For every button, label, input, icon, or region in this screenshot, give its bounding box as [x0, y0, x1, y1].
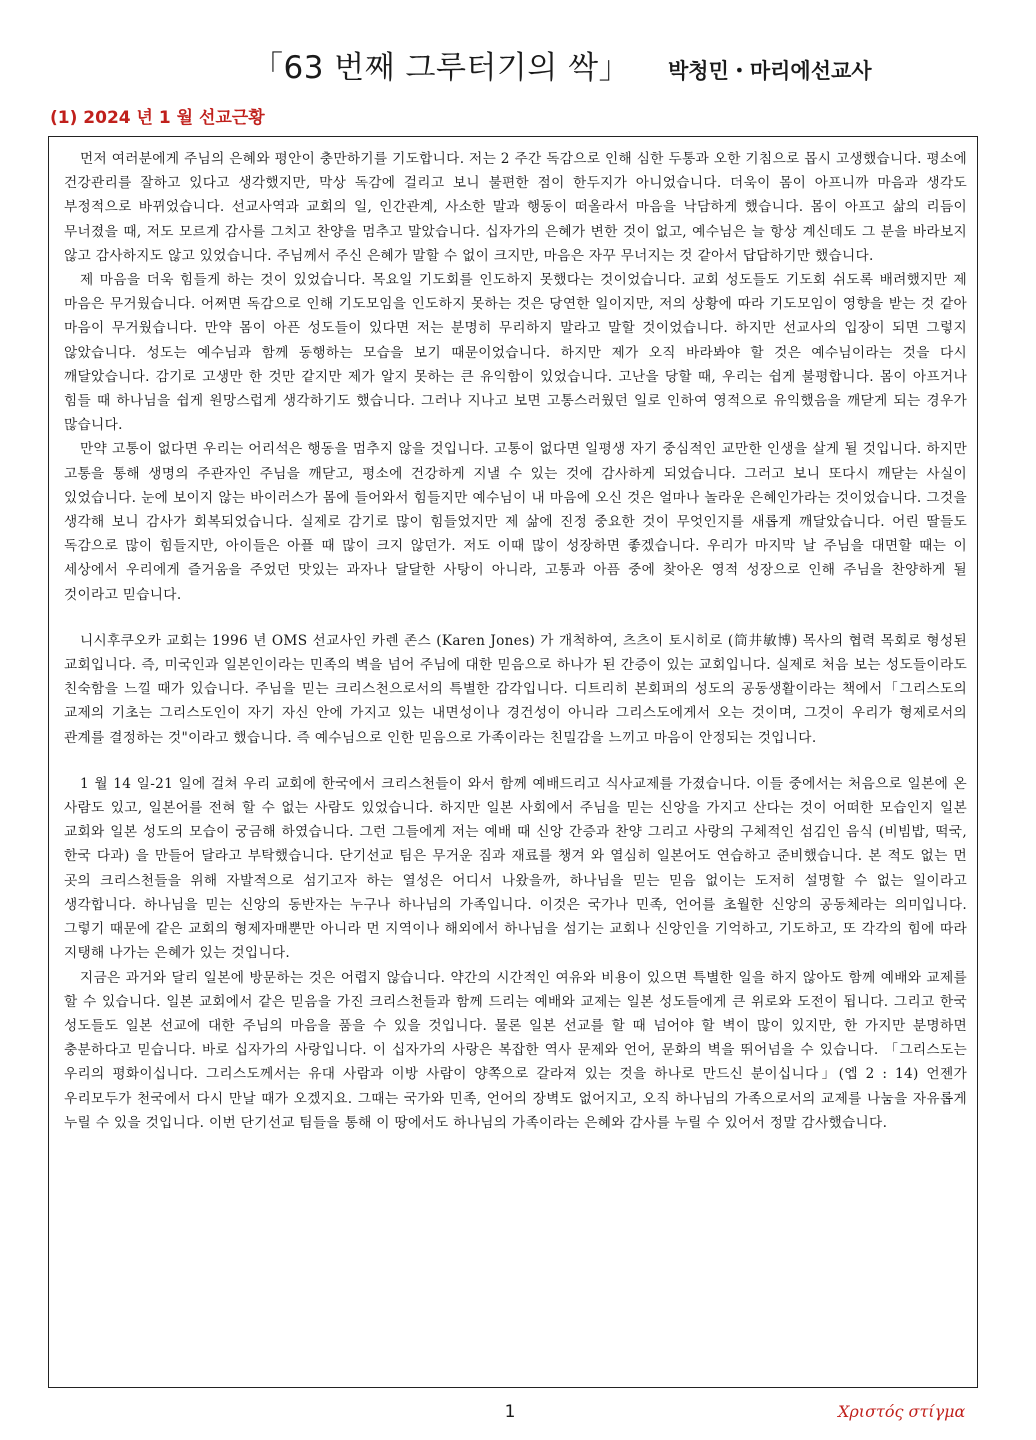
footer-mark: Χριστός στίγμα	[838, 1402, 966, 1421]
paragraph-4: 니시후쿠오카 교회는 1996 년 OMS 선교사인 카렌 존스 (Karen Jones) 가 개척하여, 츠츠이 토시히로 (筒井敏博) 목사의 협력 목회로 형성된 교회입니다. 즉, 미국인과 일본인이라는 민족의 벽을 넘어 주님에 대한 믿음으로 하나가 된 간증이 있는 교회입니다. 실제로 처음 보는 성도들이라도 친숙함을 느낄 때가 있습니다. 주님을 믿는 크리스천으로서의 특별한 감각입니다. 디트리히 본회퍼의 성도의 공동생활이라는 책에서「그리스도의 교제의 기초는 그리스도인이 자기 자신 안에 가지고 있는 내면성이나 경건성이 아니라 그리스도에게서 오는 것이며, 그것이 우리가 형제로서의 관계를 결정하는 것"이라고 했습니다. 즉 예수님으로 인한 믿음으로 가족이라는 친밀감을 느끼고 마음이 안정되는 것입니다.	[64, 632, 967, 746]
paragraph-3: 만약 고통이 없다면 우리는 어리석은 행동을 멈추지 않을 것입니다. 고통이 없다면 일평생 자기 중심적인 교만한 인생을 살게 될 것입니다. 하지만 고통을 통해 생명의 주관자인 주님을 깨닫고, 평소에 건강하게 지낼 수 있는 것에 감사하게 되었습니다. 그러고 보니 또다시 깨닫는 사실이 있었습니다. 눈에 보이지 않는 바이러스가 몸에 들어와서 힘들지만 예수님이 내 마음에 오신 것은 얼마나 놀라운 은혜인가라는 것이었습니다. 그것을 생각해 보니 감사가 회복되었습니다. 실제로 감기로 많이 힘들었지만 제 삶에 진정 중요한 것이 무엇인지를 새롭게 깨달았습니다. 어린 딸들도 독감으로 많이 힘들지만, 아이들은 아플 때 많이 크지 않던가. 저도 이때 많이 성장하면 좋겠습니다. 우리가 마지막 날 주님을 대면할 때는 이 세상에서 우리에게 즐거움을 주었던 맛있는 과자나 달달한 사탕이 아니라, 고통과 아픔 중에 찾아온 영적 성장으로 인해 주님을 찬양하게 될 것이라고 믿습니다.	[64, 441, 967, 603]
document-author: 박청민・마리에선교사	[668, 59, 872, 83]
paragraph-1: 먼저 여러분에게 주님의 은혜와 평안이 충만하기를 기도합니다. 저는 2 주간 독감으로 인해 심한 두통과 오한 기침으로 몹시 고생했습니다. 평소에 건강관리를 잘하고 있다고 생각했지만, 막상 독감에 걸리고 보니 불편한 점이 한두지가 아니었습니다. 더욱이 몸이 아프니까 마음과 생각도 부정적으로 바뀌었습니다. 선교사역과 교회의 일, 인간관계, 사소한 말과 행동이 떠올라서 마음을 낙담하게 했습니다. 몸이 아프고 삶의 리듬이 무너졌을 때, 저도 모르게 감사를 그치고 찬양을 멈추고 말았습니다. 십자가의 은혜가 변한 것이 없고, 예수님은 늘 항상 계신데도 그 분을 바라보지 않고 감사하지도 않고 있었습니다. 주님께서 주신 은혜가 말할 수 없이 크지만, 마음은 자꾸 무너지는 것 같아서 답답하기만 했습니다.	[64, 151, 967, 264]
paragraph-6: 지금은 과거와 달리 일본에 방문하는 것은 어렵지 않습니다. 약간의 시간적인 여유와 비용이 있으면 특별한 일을 하지 않아도 함께 예배와 교제를 할 수 있습니다. 일본 교회에서 같은 믿음을 가진 크리스천들과 함께 드리는 예배와 교제는 일본 성도들에게 큰 위로와 도전이 됩니다. 그리고 한국 성도들도 일본 선교에 대한 주님의 마음을 품을 수 있을 것입니다. 물론 일본 선교를 할 때 넘어야 할 벽이 많이 있지만, 한 가지만 분명하면 충분하다고 믿습니다. 바로 십자가의 사랑입니다. 이 십자가의 사랑은 복잡한 역사 문제와 언어, 문화의 벽을 뛰어넘을 수 있습니다. 「그리스도는 우리의 평화이십니다. 그리스도께서는 유대 사람과 이방 사람이 양쪽으로 갈라져 있는 것을 하나로 만드신 분이십니다」(엡 2 : 14) 언젠가 우리모두가 천국에서 다시 만날 때가 오겠지요. 그때는 국가와 민족, 언어의 장벽도 없어지고, 오직 하나님의 가족으로서의 교제를 나눔을 자유롭게 누릴 수 있을 것입니다. 이번 단기선교 팀들을 통해 이 땅에서도 하나님의 가족이라는 은혜와 감사를 누릴 수 있어서 정말 감사했습니다.	[64, 969, 967, 1131]
paragraph-2: 제 마음을 더욱 힘들게 하는 것이 있었습니다. 목요일 기도회를 인도하지 못했다는 것이었습니다. 교회 성도들도 기도회 쉬도록 배려했지만 제 마음은 무거웠습니다. 어쩌면 독감으로 인해 기도모임을 인도하지 못하는 것은 당연한 일이지만, 저의 상황에 따라 기도모임이 영향을 받는 것 같아 마음이 무거웠습니다. 만약 몸이 아픈 성도들이 있다면 저는 분명히 무리하지 말라고 말할 것이었습니다. 하지만 선교사의 입장이 되면 그렇지 않았습니다. 성도는 예수님과 함께 동행하는 모습을 보기 때문이었습니다. 하지만 제가 오직 바라봐야 할 것은 예수님이라는 것을 다시 깨달았습니다. 감기로 고생만 한 것만 같지만 제가 알지 못하는 큰 유익함이 있었습니다. 고난을 당할 때, 우리는 쉽게 불평합니다. 몸이 아프거나 힘들 때 하나님을 쉽게 원망스럽게 생각하기도 했습니다. 그러나 지나고 보면 고통스러웠던 일로 인하여 영적으로 유익했음을 깨닫게 되는 경우가 많습니다.	[64, 272, 967, 434]
content-box	[48, 136, 978, 1388]
paragraph-5: 1 월 14 일-21 일에 걸쳐 우리 교회에 한국에서 크리스천들이 와서 함께 예배드리고 식사교제를 가졌습니다. 이들 중에서는 처음으로 일본에 온 사람도 있고, 일본어를 전혀 할 수 없는 사람도 있었습니다. 하지만 일본 사회에서 주님을 믿는 신앙을 가지고 산다는 것이 어떠한 모습인지 일본 교회와 일본 성도의 모습이 궁금해 하였습니다. 그런 그들에게 저는 예배 때 신앙 간증과 찬양 그리고 사랑의 구체적인 섬김인 음식 (비빔밥, 떡국, 한국 다과) 을 만들어 달라고 부탁했습니다. 단기선교 팀은 무거운 짐과 재료를 챙겨 와 열심히 일본어도 연습하고 준비했습니다. 본 적도 없는 먼 곳의 크리스천들을 위해 자발적으로 섬기고자 하는 열성은 어디서 나왔을까, 하나님을 믿는 믿음 없이는 도저히 설명할 수 없는 일이라고 생각합니다. 하나님을 믿는 신앙의 동반자는 누구나 하나님의 가족입니다. 이것은 국가나 민족, 언어를 초월한 신앙의 공동체라는 의미입니다. 그렇기 때문에 같은 교회의 형제자매뿐만 아니라 먼 지역이나 해외에서 하나님을 섬기는 교회나 신앙인을 기억하고, 기도하고, 또 각각의 힘에 따라 지탱해 나가는 은혜가 있는 것입니다.	[64, 775, 967, 962]
section-heading: (1) 2024 년 1 월 선교근황	[50, 108, 265, 128]
page-number: 1	[504, 1402, 516, 1422]
document-title: 「63 번째 그루터기의 싹」	[252, 50, 631, 86]
title-row	[0, 44, 1036, 94]
